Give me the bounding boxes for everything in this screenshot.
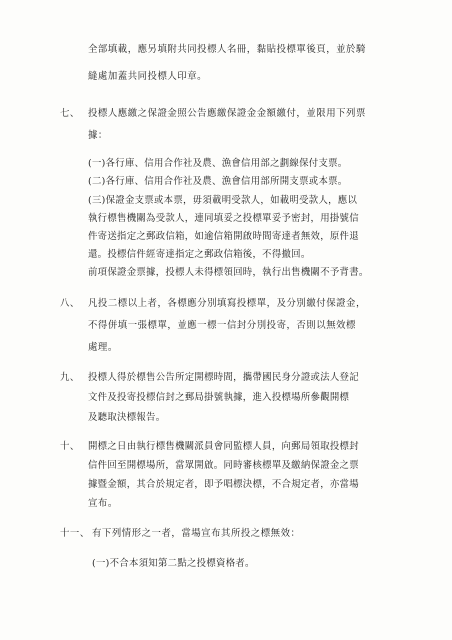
section-8-line-3: 處理。 — [88, 342, 118, 353]
section-9-line-3: 及聽取決標報告。 — [88, 412, 166, 423]
section-8-number: 八、 — [60, 298, 80, 309]
intro-line-2: 縫處加蓋共同投標人印章。 — [88, 71, 208, 82]
section-7-subitem-3-line-4: 還。投標信件經寄達指定之郵政信箱後，不得撤回。 — [88, 249, 311, 260]
section-7-subitem-3-line-1: (三)保證金支票或本票，毋須載明受款人，如載明受款人，應以 — [88, 195, 358, 206]
intro-line-1: 全部填載，應另填附共同投標人名冊，黏貼投標單後頁，並於騎 — [88, 44, 366, 55]
section-8-line-2: 不得併填一張標單，並應一標一信封分別投寄，否則以無效標 — [88, 320, 356, 331]
section-7-subitem-3-line-2: 執行標售機關為受款人，連同填妥之投標單妥予密封，用掛號信 — [88, 213, 359, 224]
section-9-line-1: 投標人得於標售公告所定開標時間，攜帶國民身分證或法人登記 — [88, 372, 359, 383]
section-7-number: 七、 — [60, 108, 80, 119]
section-10-line-3: 據暨金額，其合於規定者，即予唱標決標，不合規定者，亦當場 — [88, 479, 359, 490]
section-11-number: 十一、 — [60, 528, 90, 539]
section-10-number: 十、 — [60, 441, 80, 452]
section-7-line-2: 據： — [88, 130, 108, 141]
section-10-line-4: 宣布。 — [88, 498, 118, 509]
section-7-subitem-1: (一)各行庫、信用合作社及農、漁會信用部之劃線保付支票。 — [88, 158, 348, 169]
section-11-subitem-1: (一)不合本須知第二點之投標資格者。 — [92, 558, 255, 569]
section-7-line-1: 投標人應繳之保證金照公告應繳保證金金額繳付，並限用下列票 — [88, 108, 366, 119]
section-10-line-2: 信件回至開標場所，當眾開啟。同時審核標單及繳納保證金之票 — [88, 460, 359, 471]
section-10-line-1: 開標之日由執行標售機關派員會同監標人員，向郵局領取投標封 — [88, 441, 359, 452]
section-9-line-2: 文件及投寄投標信封之郵局掛號執據，進入投標場所參觀開標 — [88, 392, 350, 403]
section-7-note: 前項保證金票據，投標人未得標領回時，執行出售機關不予背書。 — [88, 267, 369, 278]
section-9-number: 九、 — [60, 372, 80, 383]
section-8-line-1: 凡投二標以上者，各標應分別填寫投標單，及分別繳付保證金， — [88, 298, 366, 309]
section-7-subitem-2: (二)各行庫、信用合作社及農、漁會信用部所開支票或本票。 — [88, 176, 348, 187]
section-11-line-1: 有下列情形之一者，當場宣布其所投之標無效： — [92, 528, 301, 539]
section-7-subitem-3-line-3: 件寄送指定之郵政信箱，如逾信箱開啟時間寄達者無效，原件退 — [88, 231, 359, 242]
